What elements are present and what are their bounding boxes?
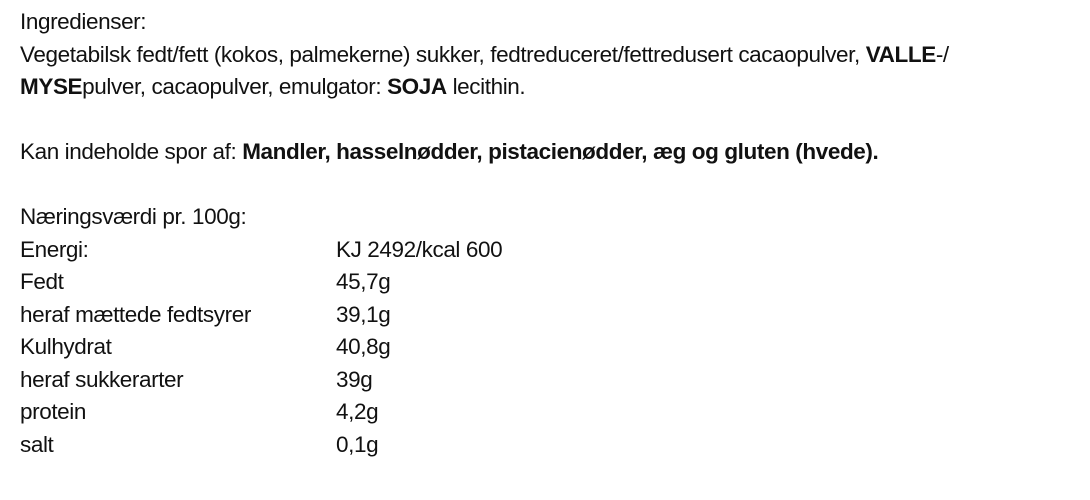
nutrition-label: protein	[20, 399, 86, 424]
spacer	[20, 104, 1080, 137]
nutrition-row-sugars	[20, 364, 1080, 397]
ingredients-line-2	[20, 71, 1080, 104]
nutrition-label: Kulhydrat	[20, 334, 112, 359]
ingredients-heading: Ingredienser:	[20, 9, 147, 34]
allergen-valle: VALLE	[865, 41, 936, 67]
allergen-warning	[20, 136, 1080, 169]
nutrition-row-carbohydrate	[20, 331, 1080, 364]
nutrition-value: 39,1g	[336, 301, 391, 327]
ingredients-text: -/	[935, 41, 949, 67]
nutrition-row-salt	[20, 429, 1080, 462]
nutrition-label: heraf mættede fedtsyrer	[20, 301, 251, 327]
nutrition-label: heraf sukkerarter	[20, 366, 184, 392]
nutrition-value: 45,7g	[336, 269, 391, 294]
nutrition-value: KJ 2492/kcal 600	[336, 236, 503, 262]
nutrition-row-energy	[20, 234, 1080, 267]
allergen-prefix: Kan indeholde spor af:	[20, 139, 243, 164]
nutrition-row-fat	[20, 266, 1080, 299]
ingredients-line-1	[20, 39, 1080, 72]
allergen-list: Mandler, hasselnødder, pistacienødder, æg og gluten (hvede).	[242, 139, 879, 164]
nutrition-label: salt	[20, 431, 54, 457]
spacer	[20, 169, 1080, 202]
ingredients-text: Vegetabilsk fedt/fett (kokos, palmekerne) sukker, fedtreduceret/fettredusert cacaopulver,	[20, 41, 866, 67]
ingredients-text: lecithin.	[446, 74, 526, 99]
ingredients-text: pulver, cacaopulver, emulgator:	[82, 74, 388, 99]
nutrition-heading: Næringsværdi pr. 100g:	[20, 204, 247, 229]
nutrition-value: 40,8g	[336, 334, 391, 359]
nutrition-label: Energi:	[20, 236, 89, 262]
nutrition-label: Fedt	[20, 269, 64, 294]
nutrition-row-saturated-fat	[20, 299, 1080, 332]
nutrition-row-protein	[20, 396, 1080, 429]
nutrition-value: 0,1g	[336, 431, 379, 457]
nutrition-value: 39g	[336, 366, 373, 392]
product-label-document	[20, 6, 1080, 461]
allergen-myse: MYSE	[20, 74, 83, 99]
allergen-soja: SOJA	[387, 74, 447, 99]
nutrition-value: 4,2g	[336, 399, 379, 424]
nutrition-table	[20, 234, 1080, 462]
